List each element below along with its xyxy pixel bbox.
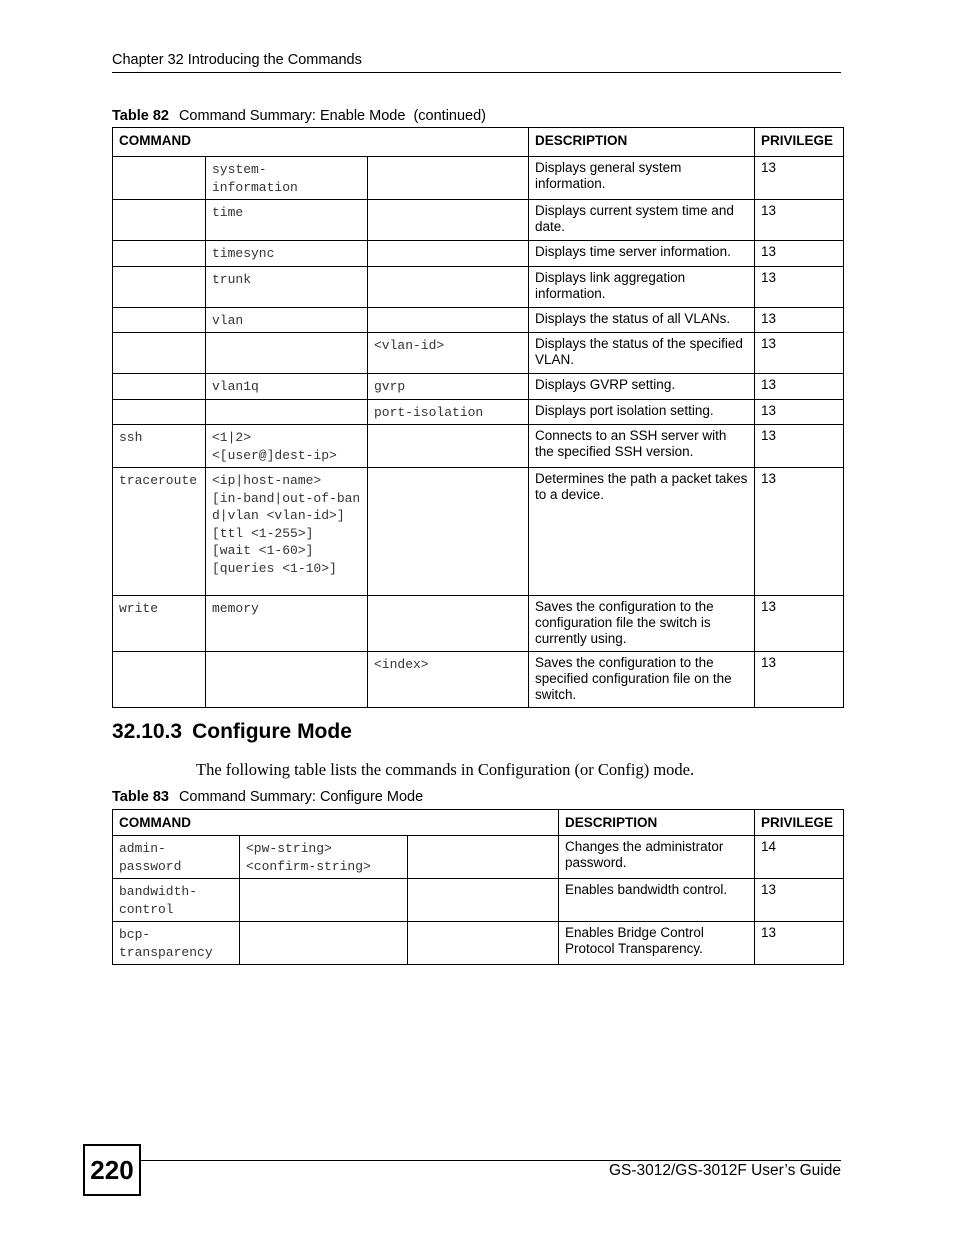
argument-cell: timesync [206, 241, 368, 267]
subargument-cell [368, 468, 529, 596]
description-cell: Enables Bridge Control Protocol Transparency. [559, 922, 755, 965]
argument-cell: time [206, 200, 368, 241]
privilege-cell: 13 [755, 399, 844, 425]
table-82-header-row [113, 128, 844, 157]
argument-cell: vlan [206, 307, 368, 333]
section-intro: The following table lists the commands in Configuration (or Config) mode. [196, 760, 695, 779]
command-cell: ssh [113, 425, 206, 468]
command-cell [113, 652, 206, 708]
subargument-cell [368, 596, 529, 652]
subargument-cell [408, 922, 559, 965]
description-cell: Determines the path a packet takes to a device. [529, 468, 755, 596]
header-divider [112, 72, 841, 73]
subargument-cell [368, 241, 529, 267]
table-83-body [113, 836, 844, 965]
subargument-cell [408, 879, 559, 922]
description-cell: Displays current system time and date. [529, 200, 755, 241]
privilege-cell: 13 [755, 157, 844, 200]
table-83 [112, 809, 844, 965]
privilege-cell: 13 [755, 922, 844, 965]
privilege-cell: 13 [755, 333, 844, 374]
command-cell [113, 307, 206, 333]
command-cell [113, 157, 206, 200]
privilege-cell: 13 [755, 596, 844, 652]
command-cell: bcp- transparency [113, 922, 240, 965]
description-cell: Displays the status of the specified VLAN. [529, 333, 755, 374]
description-cell: Changes the administrator password. [559, 836, 755, 879]
table-row [113, 200, 844, 241]
table-82-body [113, 157, 844, 708]
privilege-cell: 13 [755, 879, 844, 922]
subargument-cell [368, 266, 529, 307]
command-cell [113, 333, 206, 374]
argument-cell [240, 879, 408, 922]
command-cell [113, 399, 206, 425]
argument-cell: trunk [206, 266, 368, 307]
table-row [113, 333, 844, 374]
description-cell: Displays time server information. [529, 241, 755, 267]
column-header-command: COMMAND [113, 810, 559, 836]
description-cell: Enables bandwidth control. [559, 879, 755, 922]
column-header-command: COMMAND [113, 128, 529, 157]
privilege-cell: 13 [755, 200, 844, 241]
command-cell [113, 241, 206, 267]
subargument-cell: <index> [368, 652, 529, 708]
argument-cell: <pw-string> <confirm-string> [240, 836, 408, 879]
section-heading [112, 720, 362, 744]
description-cell: Displays the status of all VLANs. [529, 307, 755, 333]
table-row [113, 266, 844, 307]
subargument-cell: gvrp [368, 374, 529, 400]
privilege-cell: 13 [755, 374, 844, 400]
table-82 [112, 127, 844, 708]
privilege-cell: 13 [755, 468, 844, 596]
command-cell [113, 200, 206, 241]
privilege-cell: 13 [755, 425, 844, 468]
subargument-cell [368, 157, 529, 200]
privilege-cell: 13 [755, 266, 844, 307]
column-header-description: DESCRIPTION [559, 810, 755, 836]
argument-cell: system- information [206, 157, 368, 200]
command-cell [113, 266, 206, 307]
table-row [113, 374, 844, 400]
subargument-cell [368, 200, 529, 241]
privilege-cell: 14 [755, 836, 844, 879]
description-cell: Saves the configuration to the specified configuration file on the switch. [529, 652, 755, 708]
command-cell: write [113, 596, 206, 652]
argument-cell: <1|2> <[user@]dest-ip> [206, 425, 368, 468]
subargument-cell [408, 836, 559, 879]
subargument-cell [368, 307, 529, 333]
privilege-cell: 13 [755, 652, 844, 708]
table-row [113, 157, 844, 200]
privilege-cell: 13 [755, 241, 844, 267]
table-row [113, 922, 844, 965]
argument-cell: <ip|host-name> [in-band|out-of-band|vlan <vlan-id>] [ttl <1-255>] [wait <1-60>] [queries <1-10>] [206, 468, 368, 596]
table-row [113, 307, 844, 333]
column-header-privilege: PRIVILEGE [755, 128, 844, 157]
section-number: 32.10.3 [112, 720, 183, 743]
privilege-cell: 13 [755, 307, 844, 333]
description-cell: Connects to an SSH server with the specified SSH version. [529, 425, 755, 468]
table-row [113, 879, 844, 922]
argument-cell: memory [206, 596, 368, 652]
table-82-label: Table 82 [112, 108, 169, 124]
table-83-header-row [113, 810, 844, 836]
description-cell: Displays general system information. [529, 157, 755, 200]
table-82-title: Command Summary: Enable Mode (continued) [178, 108, 487, 124]
section-title: Configure Mode [192, 720, 352, 743]
argument-cell [240, 922, 408, 965]
command-cell [113, 374, 206, 400]
guide-title: GS-3012/GS-3012F User’s Guide [608, 1162, 841, 1179]
argument-cell [206, 652, 368, 708]
table-row [113, 241, 844, 267]
page-number: 220 [83, 1144, 141, 1196]
description-cell: Displays link aggregation information. [529, 266, 755, 307]
table-row [113, 596, 844, 652]
column-header-description: DESCRIPTION [529, 128, 755, 157]
subargument-cell: port-isolation [368, 399, 529, 425]
subargument-cell: <vlan-id> [368, 333, 529, 374]
table-row [113, 399, 844, 425]
description-cell: Displays port isolation setting. [529, 399, 755, 425]
table-row [113, 468, 844, 596]
table-83-title: Command Summary: Configure Mode [178, 789, 424, 805]
column-header-privilege: PRIVILEGE [755, 810, 844, 836]
chapter-header: Chapter 32 Introducing the Commands [112, 52, 362, 68]
description-cell: Displays GVRP setting. [529, 374, 755, 400]
table-82-caption [112, 108, 486, 124]
command-cell: traceroute [113, 468, 206, 596]
footer-divider [139, 1160, 841, 1161]
table-83-label: Table 83 [112, 789, 169, 805]
table-row [113, 652, 844, 708]
command-cell: admin- password [113, 836, 240, 879]
argument-cell: vlan1q [206, 374, 368, 400]
table-83-caption [112, 789, 423, 805]
subargument-cell [368, 425, 529, 468]
argument-cell [206, 333, 368, 374]
table-row [113, 836, 844, 879]
table-row [113, 425, 844, 468]
description-cell: Saves the configuration to the configuration file the switch is currently using. [529, 596, 755, 652]
command-cell: bandwidth- control [113, 879, 240, 922]
argument-cell [206, 399, 368, 425]
